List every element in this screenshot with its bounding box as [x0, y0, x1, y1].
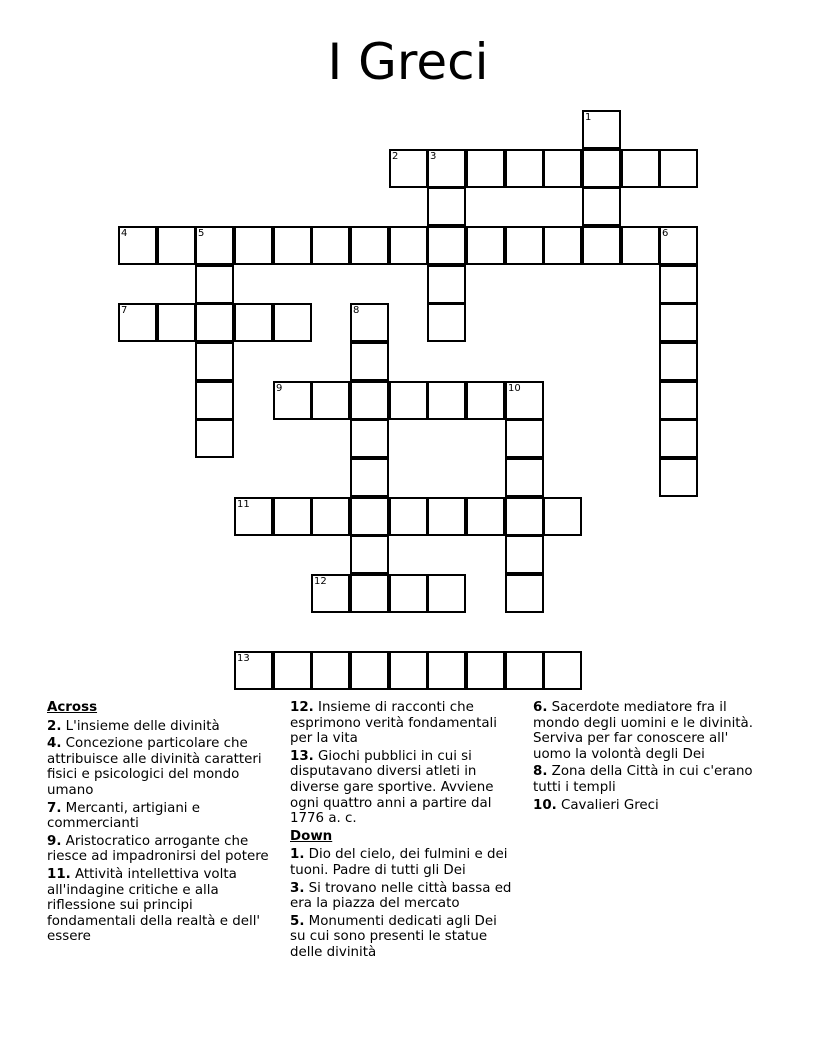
grid-cell[interactable] — [466, 381, 505, 420]
down-heading: Down — [290, 828, 333, 844]
grid-cell[interactable] — [427, 497, 466, 536]
grid-cell[interactable] — [273, 303, 312, 342]
grid-cell[interactable] — [311, 574, 350, 613]
grid-cell[interactable] — [427, 303, 466, 342]
cell-number: 8 — [353, 305, 360, 316]
cell-number: 10 — [508, 383, 521, 394]
clue-across-12 — [290, 700, 516, 747]
clues-column-1 — [47, 700, 273, 947]
grid-cell[interactable] — [350, 574, 389, 613]
grid-cell[interactable] — [659, 149, 698, 188]
clue-down-3 — [290, 881, 516, 912]
clue-down-6 — [533, 700, 759, 762]
clue-across-9 — [47, 834, 273, 865]
cell-number: 3 — [430, 151, 437, 162]
grid-cell[interactable] — [350, 381, 389, 420]
grid-cell[interactable] — [659, 265, 698, 304]
grid-cell[interactable] — [118, 226, 157, 265]
grid-cell[interactable] — [389, 651, 428, 690]
clue-number: 4. — [47, 736, 62, 752]
grid-cell[interactable] — [659, 458, 698, 497]
clue-text: Monumenti dedicati agli Dei su cui sono presenti le statue delle divinità — [290, 913, 497, 960]
grid-cell[interactable] — [659, 226, 698, 265]
clue-number: 10. — [533, 797, 557, 813]
grid-cell[interactable] — [118, 303, 157, 342]
clue-across-13 — [290, 749, 516, 827]
clue-text: Aristocratico arrogante che riesce ad impadronirsi del potere — [47, 833, 269, 865]
clue-down-5 — [290, 914, 516, 961]
cell-number: 13 — [237, 653, 250, 664]
grid-cell[interactable] — [311, 651, 350, 690]
grid-cell[interactable] — [389, 497, 428, 536]
grid-cell[interactable] — [505, 419, 544, 458]
clue-across-2 — [47, 719, 273, 735]
grid-cell[interactable] — [157, 226, 196, 265]
grid-cell[interactable] — [427, 149, 466, 188]
grid-cell[interactable] — [273, 497, 312, 536]
grid-cell[interactable] — [427, 226, 466, 265]
grid-cell[interactable] — [389, 149, 428, 188]
clue-across-11 — [47, 867, 273, 945]
cell-number: 11 — [237, 499, 250, 510]
grid-cell[interactable] — [234, 303, 273, 342]
grid-cell[interactable] — [621, 149, 660, 188]
grid-cell[interactable] — [659, 342, 698, 381]
cell-number: 1 — [585, 112, 592, 123]
grid-cell[interactable] — [505, 535, 544, 574]
grid-cell[interactable] — [582, 149, 621, 188]
grid-cell[interactable] — [389, 226, 428, 265]
clue-number: 11. — [47, 866, 71, 882]
grid-cell[interactable] — [466, 226, 505, 265]
grid-cell[interactable] — [273, 226, 312, 265]
grid-cell[interactable] — [659, 381, 698, 420]
clue-number: 7. — [47, 800, 62, 816]
clue-number: 2. — [47, 718, 62, 734]
cell-number: 9 — [276, 383, 283, 394]
grid-cell[interactable] — [505, 149, 544, 188]
clue-number: 9. — [47, 833, 62, 849]
grid-cell[interactable] — [195, 381, 234, 420]
clue-text: Sacerdote mediatore fra il mondo degli uomini e le divinità. Serviva per far conoscere all' uomo la volontà degli Dei — [533, 700, 754, 762]
cell-number: 6 — [662, 228, 669, 239]
grid-cell[interactable] — [195, 303, 234, 342]
clue-down-1 — [290, 847, 516, 878]
clue-number: 6. — [533, 700, 548, 715]
clues-column-2 — [290, 700, 516, 963]
grid-cell[interactable] — [350, 458, 389, 497]
grid-cell[interactable] — [350, 497, 389, 536]
grid-cell[interactable] — [389, 381, 428, 420]
grid-cell[interactable] — [195, 265, 234, 304]
clue-text: Giochi pubblici in cui si disputavano diversi atleti in diverse gare sportive. Avviene ogni quattro anni a partire dal 1776 a. c. — [290, 748, 494, 827]
grid-cell[interactable] — [659, 303, 698, 342]
grid-cell[interactable] — [543, 651, 582, 690]
clue-number: 3. — [290, 880, 305, 896]
grid-cell[interactable] — [350, 226, 389, 265]
grid-cell[interactable] — [582, 226, 621, 265]
cell-number: 12 — [314, 576, 327, 587]
clue-text: Si trovano nelle città bassa ed era la piazza del mercato — [290, 880, 512, 912]
grid-cell[interactable] — [311, 381, 350, 420]
grid-cell[interactable] — [311, 497, 350, 536]
grid-cell[interactable] — [505, 226, 544, 265]
grid-cell[interactable] — [427, 187, 466, 226]
clue-number: 8. — [533, 764, 548, 780]
grid-cell[interactable] — [427, 574, 466, 613]
grid-cell[interactable] — [195, 342, 234, 381]
grid-cell[interactable] — [582, 110, 621, 149]
grid-cell[interactable] — [273, 381, 312, 420]
grid-cell[interactable] — [350, 651, 389, 690]
grid-cell[interactable] — [234, 651, 273, 690]
clue-number: 1. — [290, 847, 305, 863]
grid-cell[interactable] — [195, 226, 234, 265]
clue-text: Mercanti, artigiani e commercianti — [47, 800, 201, 832]
grid-cell[interactable] — [311, 226, 350, 265]
clue-number: 5. — [290, 913, 305, 929]
clue-text: L'insieme delle divinità — [65, 718, 220, 734]
grid-cell[interactable] — [427, 651, 466, 690]
grid-cell[interactable] — [350, 303, 389, 342]
clue-text: Insieme di racconti che esprimono verità fondamentali per la vita — [290, 700, 497, 747]
grid-cell[interactable] — [350, 535, 389, 574]
grid-cell[interactable] — [505, 458, 544, 497]
clue-down-8 — [533, 764, 759, 795]
cell-number: 7 — [121, 305, 128, 316]
clue-number: 13. — [290, 748, 314, 764]
grid-cell[interactable] — [505, 497, 544, 536]
clues-column-3 — [533, 700, 759, 815]
grid-cell[interactable] — [543, 497, 582, 536]
grid-cell[interactable] — [427, 381, 466, 420]
cell-number: 5 — [198, 228, 205, 239]
clue-text: Cavalieri Greci — [561, 797, 659, 813]
grid-cell[interactable] — [466, 149, 505, 188]
puzzle-title: I Greci — [327, 33, 489, 91]
clue-text: Attività intellettiva volta all'indagine critiche e alla riflessione sui principi fondamentali della realtà e dell' essere — [47, 866, 261, 945]
across-heading: Across — [47, 700, 98, 715]
grid-cell[interactable] — [234, 497, 273, 536]
grid-cell[interactable] — [543, 149, 582, 188]
clue-across-7 — [47, 801, 273, 832]
grid-cell[interactable] — [621, 226, 660, 265]
clue-text: Zona della Città in cui c'erano tutti i templi — [533, 764, 753, 795]
grid-cell[interactable] — [427, 265, 466, 304]
clue-down-10 — [533, 798, 759, 814]
grid-cell[interactable] — [350, 419, 389, 458]
grid-cell[interactable] — [157, 303, 196, 342]
grid-cell[interactable] — [195, 419, 234, 458]
grid-cell[interactable] — [505, 574, 544, 613]
grid-cell[interactable] — [505, 381, 544, 420]
grid-cell[interactable] — [659, 419, 698, 458]
grid-cell[interactable] — [273, 651, 312, 690]
clue-across-4 — [47, 736, 273, 798]
clue-text: Concezione particolare che attribuisce alle divinità caratteri fisici e psicologici del mondo umano — [47, 736, 262, 798]
grid-cell[interactable] — [505, 651, 544, 690]
clue-number: 12. — [290, 700, 314, 715]
grid-cell[interactable] — [466, 497, 505, 536]
grid-cell[interactable] — [350, 342, 389, 381]
clue-text: Dio del cielo, dei fulmini e dei tuoni. Padre di tutti gli Dei — [290, 847, 508, 878]
grid-cell[interactable] — [389, 574, 428, 613]
cell-number: 4 — [121, 228, 128, 239]
grid-cell[interactable] — [543, 226, 582, 265]
grid-cell[interactable] — [582, 187, 621, 226]
cell-number: 2 — [392, 151, 399, 162]
grid-cell[interactable] — [466, 651, 505, 690]
grid-cell[interactable] — [234, 226, 273, 265]
